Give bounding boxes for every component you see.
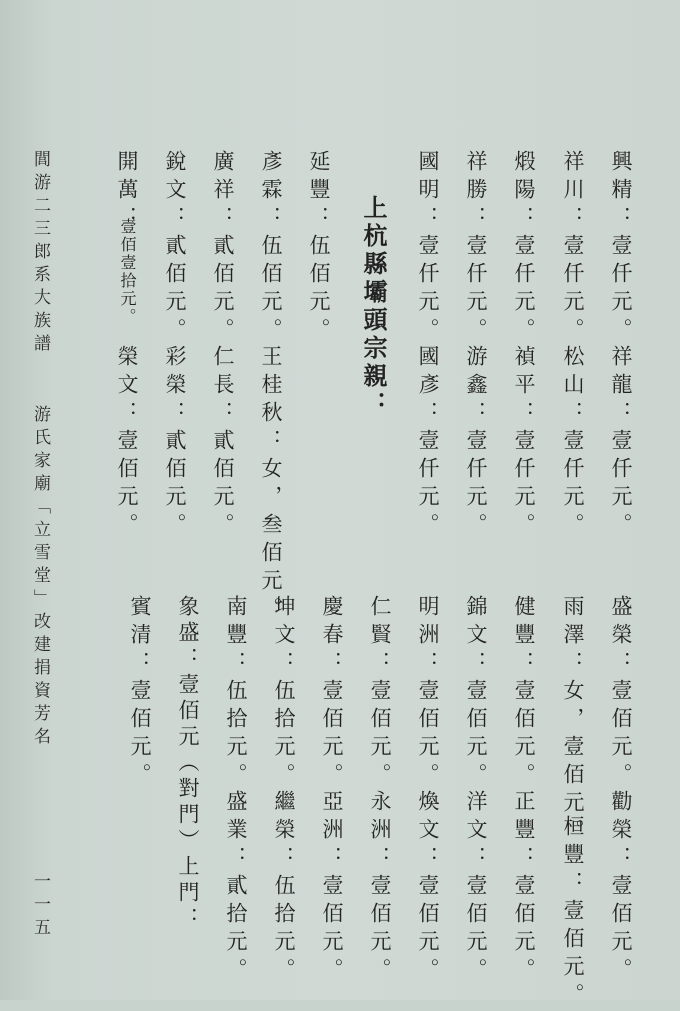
entry-upper-1a: 興精：壹仟元。	[609, 150, 633, 346]
entry-left-5b: 榮文：壹佰元。	[115, 345, 139, 541]
entry-left-3a: 廣祥：貳佰元。	[211, 150, 235, 346]
entry-upper-2b: 松山：壹仟元。	[561, 345, 585, 541]
entry-lower-3a: 健豐：壹佰元。	[512, 595, 536, 791]
entry-upper-1b: 祥龍：壹仟元。	[609, 345, 633, 541]
entry-lower-4b: 洋文：壹佰元。	[464, 790, 488, 986]
book-title: 閭游二三郎系大族譜	[30, 150, 50, 357]
entry-upper-2a: 祥川：壹仟元。	[561, 150, 585, 346]
entry-upper-5a: 國明：壹仟元。	[416, 150, 440, 346]
section-heading: 上杭縣壩頭宗親：	[359, 195, 387, 419]
entry-upper-3b: 禎平：壹仟元。	[512, 345, 536, 541]
entry-lower-2a: 雨澤：女，壹佰元。	[561, 595, 585, 847]
entry-left-1a: 延豐：伍佰元。	[307, 150, 331, 346]
entry-lower-5a: 明洲：壹佰元。	[416, 595, 440, 791]
entry-left-3b: 仁長：貳佰元。	[211, 345, 235, 541]
section-title: 游氏家廟「立雪堂」改建捐資芳名	[30, 405, 50, 750]
entry-lower-9b: 盛業：貳拾元。	[224, 790, 248, 986]
entry-lower-2b: 桓豐：壹佰元。	[561, 815, 585, 1011]
entry-lower-7a: 慶春：壹佰元。	[320, 595, 344, 791]
entry-lower-8b: 繼榮：伍拾元。	[272, 790, 296, 986]
entry-left-5a-amount: 壹佰壹拾元。	[118, 218, 137, 326]
entry-lower-11a: 賓清：壹佰元。	[128, 595, 152, 791]
entry-upper-4b: 游鑫：壹仟元。	[464, 345, 488, 541]
entry-left-5a: 開萬：	[115, 150, 139, 234]
entry-lower-4a: 錦文：壹佰元。	[464, 595, 488, 791]
entry-left-2b: 王桂秋：女，叁佰元。	[259, 345, 283, 625]
entry-lower-6a: 仁賢：壹佰元。	[368, 595, 392, 791]
entry-lower-1b: 勸榮：壹佰元。	[609, 790, 633, 986]
page-number: 一一五	[30, 872, 50, 941]
entry-upper-5b: 國彥：壹仟元。	[416, 345, 440, 541]
entry-lower-9a: 南豐：伍拾元。	[224, 595, 248, 791]
entry-left-4a: 銳文：貳佰元。	[163, 150, 187, 346]
entry-upper-3a: 煅陽：壹仟元。	[512, 150, 536, 346]
entry-lower-8a: 坤文：伍拾元。	[272, 595, 296, 791]
entry-lower-6b: 永洲：壹佰元。	[368, 790, 392, 986]
entry-lower-5b: 煥文：壹佰元。	[416, 790, 440, 986]
entry-left-4b: 彩榮：貳佰元。	[163, 345, 187, 541]
entry-lower-1a: 盛榮：壹佰元。	[609, 595, 633, 791]
entry-left-2a: 彥霖：伍佰元。	[259, 150, 283, 346]
entry-upper-4a: 祥勝：壹仟元。	[464, 150, 488, 346]
entry-lower-10a: 象盛：壹佰元（對門）上門：	[176, 595, 200, 933]
entry-lower-7b: 亞洲：壹佰元。	[320, 790, 344, 986]
entry-lower-3b: 正豐：壹佰元。	[512, 790, 536, 986]
